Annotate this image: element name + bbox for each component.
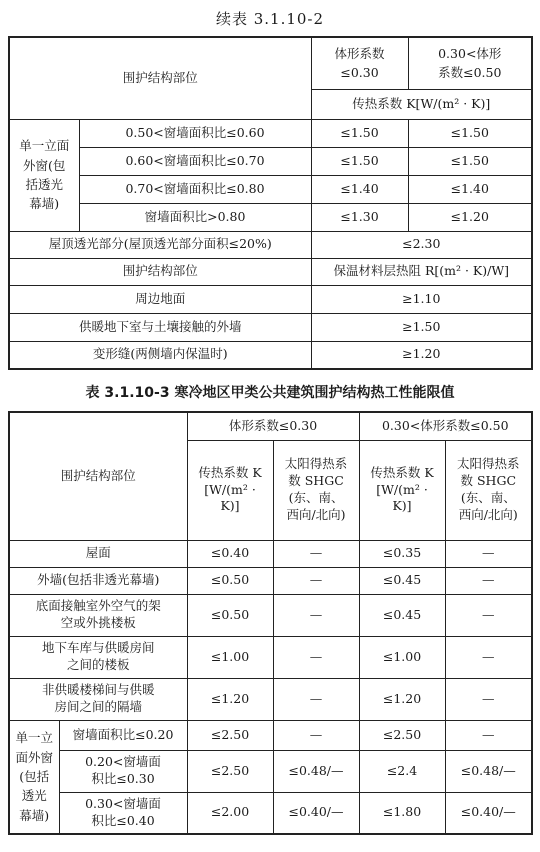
roof-transparent-label: 屋顶透光部分(屋顶透光部分面积≤20%) xyxy=(9,231,311,258)
row-k1: ≤0.50 xyxy=(187,594,273,636)
ground-row-value: ≥1.10 xyxy=(311,285,532,313)
header-shape-col1: 体形系数 ≤0.30 xyxy=(311,37,408,89)
window-row-k2: ≤1.80 xyxy=(359,792,445,834)
row-label: 底面接触室外空气的架 空或外挑楼板 xyxy=(9,594,187,636)
window-row-v2: ≤1.50 xyxy=(408,119,532,147)
roof-transparent-value: ≤2.30 xyxy=(311,231,532,258)
row-s1: — xyxy=(273,678,359,720)
header-part: 围护结构部位 xyxy=(9,37,311,119)
window-row-label: 窗墙面积比≤0.20 xyxy=(59,720,187,750)
ground-row-label: 周边地面 xyxy=(9,285,311,313)
row-s1: — xyxy=(273,636,359,678)
window-row-k1: ≤2.50 xyxy=(187,750,273,792)
window-row-v1: ≤1.30 xyxy=(311,203,408,231)
window-row-s1: — xyxy=(273,720,359,750)
header-unit-k: 传热系数 K[W/(m² · K)] xyxy=(311,89,532,119)
table1-caption: 续表 3.1.10-2 xyxy=(215,10,325,28)
row-k1: ≤0.50 xyxy=(187,567,273,594)
window-row-k2: ≤2.50 xyxy=(359,720,445,750)
table2-caption: 表 3.1.10-3 寒冷地区甲类公共建筑围护结构热工性能限值 xyxy=(85,385,455,401)
window-row-v1: ≤1.50 xyxy=(311,147,408,175)
row-k2: ≤1.20 xyxy=(359,678,445,720)
window-row-v2: ≤1.50 xyxy=(408,147,532,175)
row-s2: — xyxy=(445,594,532,636)
ground-row-value: ≥1.20 xyxy=(311,341,532,369)
row-k1: ≤0.40 xyxy=(187,540,273,567)
row-k2: ≤0.45 xyxy=(359,594,445,636)
window-group-label: 单一立 面外窗 (包括 透光 幕墙) xyxy=(9,720,59,834)
window-row-label: 0.30<窗墙面 积比≤0.40 xyxy=(59,792,187,834)
window-row-s2: ≤0.40/— xyxy=(445,792,532,834)
window-row-v1: ≤1.50 xyxy=(311,119,408,147)
window-row-label: 0.20<窗墙面 积比≤0.30 xyxy=(59,750,187,792)
row-k1: ≤1.00 xyxy=(187,636,273,678)
window-row-v2: ≤1.40 xyxy=(408,175,532,203)
window-row-s2: — xyxy=(445,720,532,750)
table-3-1-10-3 xyxy=(8,411,533,835)
row-s2: — xyxy=(445,636,532,678)
header-part: 围护结构部位 xyxy=(9,412,187,540)
window-row-s1: ≤0.48/— xyxy=(273,750,359,792)
window-row-s2: ≤0.48/— xyxy=(445,750,532,792)
row-k1: ≤1.20 xyxy=(187,678,273,720)
window-row-label: 0.60<窗墙面积比≤0.70 xyxy=(79,147,311,175)
window-row-v1: ≤1.40 xyxy=(311,175,408,203)
row-s2: — xyxy=(445,567,532,594)
ground-row-value: ≥1.50 xyxy=(311,313,532,341)
row-s2: — xyxy=(445,678,532,720)
row-label: 屋面 xyxy=(9,540,187,567)
window-row-label: 窗墙面积比>0.80 xyxy=(79,203,311,231)
window-row-k1: ≤2.00 xyxy=(187,792,273,834)
header-k-2: 传热系数 K [W/(m² · K)] xyxy=(359,440,445,540)
window-row-v2: ≤1.20 xyxy=(408,203,532,231)
window-group-label: 单一立面 外窗(包 括透光 幕墙) xyxy=(9,119,79,231)
row-label: 外墙(包括非透光幕墙) xyxy=(9,567,187,594)
window-row-s1: ≤0.40/— xyxy=(273,792,359,834)
resistance-unit: 保温材料层热阻 R[(m² · K)/W] xyxy=(311,258,532,285)
row-s1: — xyxy=(273,540,359,567)
header-group1: 体形系数≤0.30 xyxy=(187,412,359,440)
part2-label: 围护结构部位 xyxy=(9,258,311,285)
row-s1: — xyxy=(273,567,359,594)
row-label: 非供暖楼梯间与供暖 房间之间的隔墙 xyxy=(9,678,187,720)
header-shape-col2: 0.30<体形 系数≤0.50 xyxy=(408,37,532,89)
table-3-1-10-2-continued xyxy=(8,36,533,370)
row-k2: ≤1.00 xyxy=(359,636,445,678)
header-shgc-2: 太阳得热系 数 SHGC (东、南、 西向/北向) xyxy=(445,440,532,540)
row-k2: ≤0.45 xyxy=(359,567,445,594)
ground-row-label: 供暖地下室与土壤接触的外墙 xyxy=(9,313,311,341)
row-s1: — xyxy=(273,594,359,636)
row-k2: ≤0.35 xyxy=(359,540,445,567)
window-row-k1: ≤2.50 xyxy=(187,720,273,750)
window-row-label: 0.50<窗墙面积比≤0.60 xyxy=(79,119,311,147)
header-k-1: 传热系数 K [W/(m² · K)] xyxy=(187,440,273,540)
window-row-label: 0.70<窗墙面积比≤0.80 xyxy=(79,175,311,203)
header-group2: 0.30<体形系数≤0.50 xyxy=(359,412,532,440)
row-s2: — xyxy=(445,540,532,567)
ground-row-label: 变形缝(两侧墙内保温时) xyxy=(9,341,311,369)
row-label: 地下车库与供暖房间 之间的楼板 xyxy=(9,636,187,678)
header-shgc-1: 太阳得热系 数 SHGC (东、南、 西向/北向) xyxy=(273,440,359,540)
window-row-k2: ≤2.4 xyxy=(359,750,445,792)
